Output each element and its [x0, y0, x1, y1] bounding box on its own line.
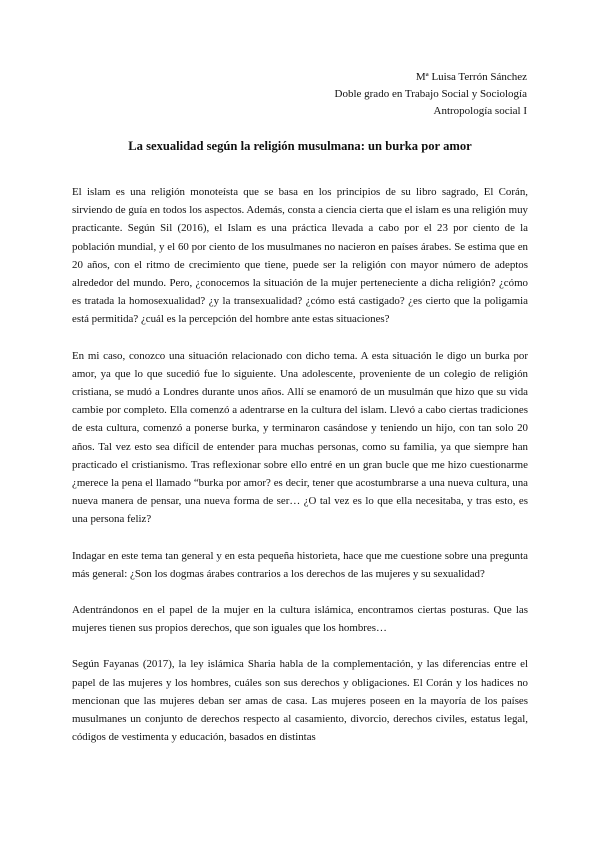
paragraph-sharia: Según Fayanas (2017), la ley islámica Sharia habla de la complementación, y las diferencias entre el papel de las mujeres y los hombres, cuáles son sus derechos y obligaciones. El Corán y los hadices no mencionan que las mujeres deban ser amas de casa. Las mujeres poseen en la mayoría de los países musulmanes un conjunto de derechos respecto al casamiento, divorcio, derechos civiles, estatus legal, códigos de vestimenta y educación, basados en distintas	[72, 658, 528, 744]
paragraph-personal-case: En mi caso, conozco una situación relacionado con dicho tema. A esta situación le digo un burka por amor, ya que lo que sucedió fue lo siguiente. Una adolescente, proveniente de un colegio de religión cristiana, se mudó a Londres durante unos años. Allí se enamoró de un musulmán que hizo que su vida cambie por completo. Ella comenzó a adentrarse en la cultura del islam. Llevó a cabo ciertas tradiciones de esta cultura, comenzó a ponerse burka, y terminaron casándose y teniendo un hijo, con tan solo 20 años. Tal vez esto sea difícil de entender para muchas personas, como su familia, ya que siempre han practicado el cristianismo. Tras reflexionar sobre ello entré en un gran bucle que me hizo cuestionarme ¿merece la pena el llamado “burka por amor? es decir, tener que acostumbrarse a una nueva cultura, una nueva manera de pensar, una nueva forma de ser… ¿O tal vez es lo que ella necesitaba, y tras esto, es una persona feliz?	[72, 349, 528, 526]
document-header	[335, 69, 527, 120]
paragraph-women-role: Adentrándonos en el papel de la mujer en la cultura islámica, encontramos ciertas posturas. Que las mujeres tienen sus propios derechos, que son iguales que los hombres…	[72, 604, 528, 635]
paragraph-intro: El islam es una religión monoteísta que se basa en los principios de su libro sagrado, El Corán, sirviendo de guía en todos los aspectos. Además, consta a ciencia cierta que el islam es una religión muy practicante. Según Sil (2016), el Islam es una práctica llevada a cabo por el 23 por ciento de la población mundial, y el 60 por ciento de los musulmanes no nacieron en países árabes. Se estima que en 20 años, con el ritmo de crecimiento que tiene, puede ser la religión con mayor número de adeptos alrededor del mundo. Pero, ¿conocemos la situación de la mujer perteneciente a dicha religión? ¿cómo es tratada la homosexualidad? ¿y la transexualidad? ¿cómo está castigado? ¿es cierto que la poligamia está permitida? ¿cuál es la percepción del hombre ante estas situaciones?	[72, 186, 528, 326]
author-name: Mª Luisa Terrón Sánchez	[415, 71, 527, 83]
paragraph-research-question: Indagar en este tema tan general y en esta pequeña historieta, hace que me cuestione sobre una pregunta más general: ¿Son los dogmas árabes contrarios a los derechos de las mujeres y su sexualidad?	[72, 549, 528, 580]
document-title: La sexualidad según la religión musulmana: un burka por amor	[128, 139, 472, 153]
degree-name: Doble grado en Trabajo Social y Sociología	[334, 88, 527, 100]
document-body	[72, 183, 528, 746]
course-name: Antropología social I	[433, 105, 527, 117]
